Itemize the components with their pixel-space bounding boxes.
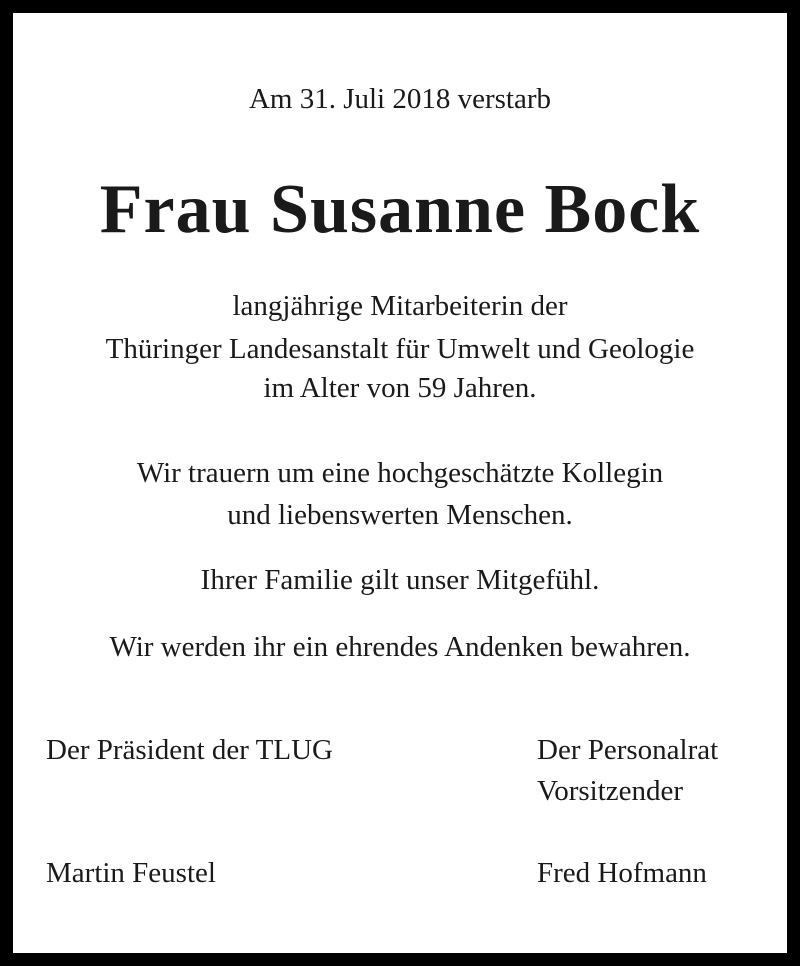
deceased-name: Frau Susanne Bock [99, 171, 701, 248]
mourning-line-2: und liebenswerten Menschen. [227, 499, 573, 531]
role-line-3: im Alter von 59 Jahren. [263, 372, 537, 404]
signature-right-subtitle: Vorsitzender [537, 775, 684, 807]
signature-left-title: Der Präsident der TLUG [46, 734, 333, 766]
signature-right-name: Fred Hofmann [537, 857, 707, 889]
role-line-1: langjährige Mitarbeiterin der [232, 290, 568, 322]
sympathy-text: Ihrer Familie gilt unser Mitgefühl. [200, 564, 600, 596]
intro-text: Am 31. Juli 2018 verstarb [248, 83, 552, 115]
role-line-2: Thüringer Landesanstalt für Umwelt und Geologie [105, 333, 695, 365]
signature-left-name: Martin Feustel [46, 857, 216, 889]
mourning-line-1: Wir trauern um eine hochgeschätzte Kollegin [136, 457, 664, 489]
signature-right-title: Der Personalrat [537, 734, 719, 766]
remembrance-text: Wir werden ihr ein ehrendes Andenken bewahren. [109, 631, 691, 663]
